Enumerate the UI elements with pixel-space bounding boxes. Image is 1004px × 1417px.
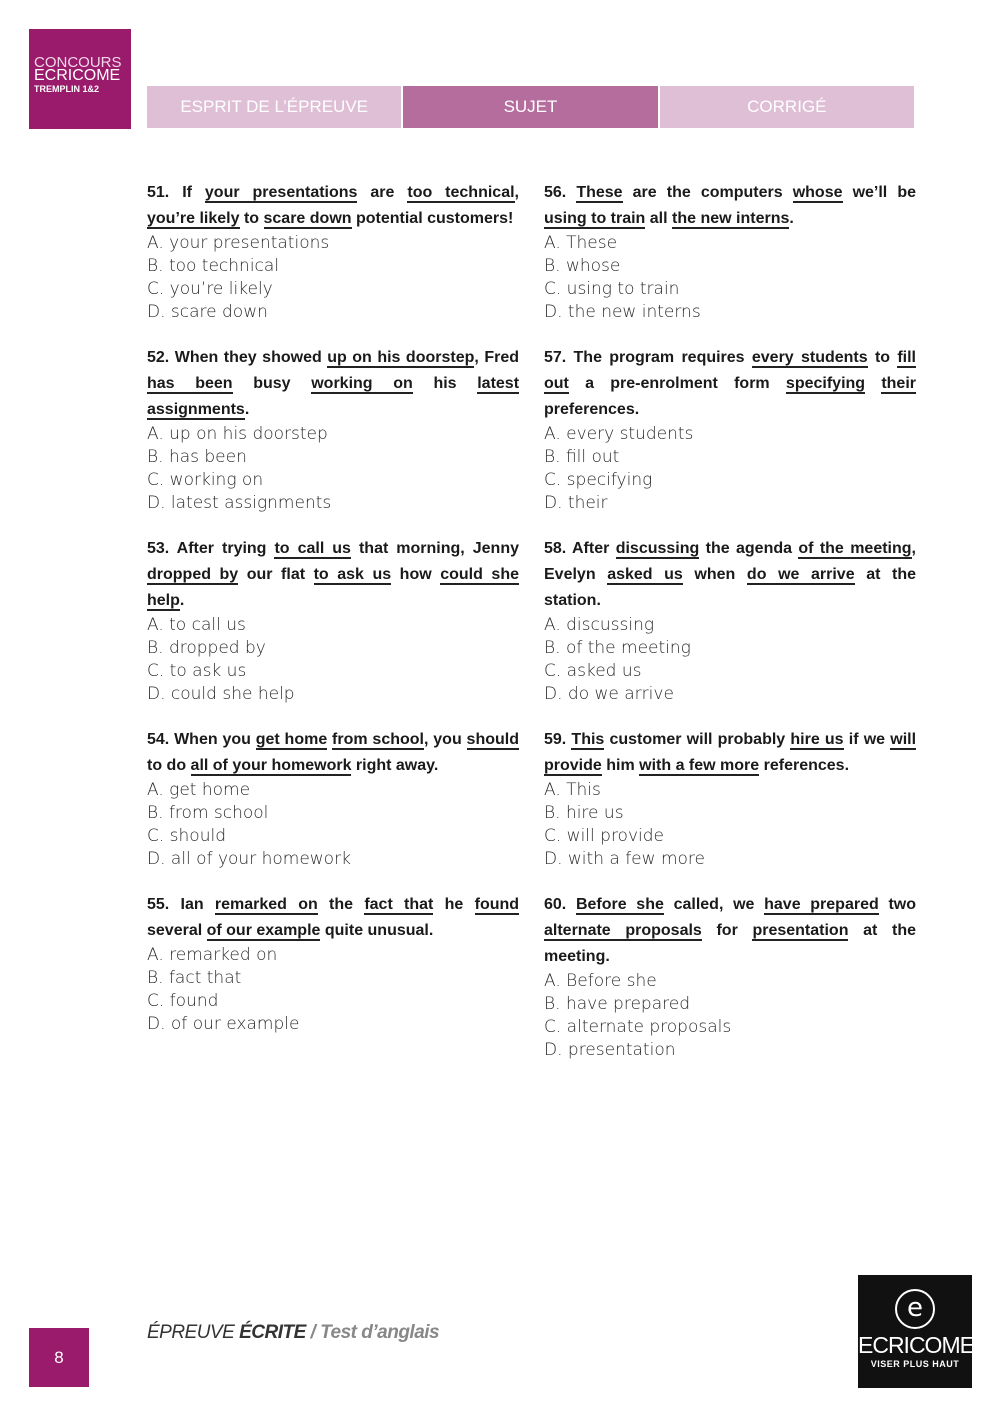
brand-line-ecricome: ECRICOME [34,67,121,84]
stem-segment: 57. The program requires [544,349,752,366]
footer-title [147,1322,439,1344]
stem-segment: how [391,566,441,583]
page-number: 8 [29,1328,89,1387]
footer-part2: ÉCRITE [239,1322,306,1343]
underlined-segment: your presentations [204,184,358,201]
question-block [147,727,519,871]
stem-segment: , Fred [474,349,520,366]
stem-segment: customer will probably [604,731,791,748]
stem-segment: . [789,210,794,227]
answer-option[interactable]: A. This [544,780,601,800]
answer-options [544,970,916,1062]
stem-segment: to [867,349,898,366]
stem-segment: at the meeting. [544,922,916,965]
answer-options [147,944,519,1036]
question-block [147,180,519,324]
underlined-segment: dropped by [147,566,239,583]
stem-segment: he [433,896,475,913]
stem-segment: the agenda [699,540,799,557]
underlined-segment: specifying [785,375,866,392]
stem-segment: 56. [544,184,577,201]
answer-option[interactable]: A. up on his doorstep [147,424,328,444]
stem-segment: 58. After [544,540,616,557]
question-stem [147,536,519,614]
footer-separator: / [305,1322,321,1343]
stem-segment: if we [843,731,891,748]
answer-option[interactable]: C. alternate proposals [544,1017,732,1037]
stem-segment: busy [232,375,312,392]
stem-segment: 54. When you [147,731,256,748]
ecricome-logo [858,1275,972,1388]
question-stem [544,180,916,232]
question-stem [544,727,916,779]
question-stem [147,345,519,423]
stem-segment: that morning, Jenny [350,540,519,557]
footer-part3: Test d’anglais [320,1322,440,1343]
stem-segment: , [514,184,519,201]
answer-options [544,423,916,515]
questions-column-right [544,180,916,1083]
tab-corrige[interactable]: CORRIGÉ [660,86,914,128]
answer-option[interactable]: A. your presentations [147,233,330,253]
answer-option[interactable]: A. Before she [544,971,657,991]
logo-name: ECRICOME [858,1332,974,1358]
underlined-segment: should [466,731,519,748]
answer-option[interactable]: C. to ask us [147,661,247,681]
tab-esprit[interactable]: ESPRIT DE L’ÉPREUVE [147,86,401,128]
brand-line-concours: CONCOURS [34,54,122,71]
underlined-segment: latest assignments [147,375,520,418]
stem-segment: to [239,210,264,227]
underlined-segment: to ask us [313,566,392,583]
underlined-segment: asked us [607,566,683,583]
underlined-segment: scare down [263,210,352,227]
answer-option[interactable]: B. from school [147,803,269,823]
question-block [544,180,916,324]
stem-segment: when [682,566,747,583]
underlined-segment: the new interns [672,210,790,227]
stem-segment: 53. After trying [147,540,275,557]
answer-option[interactable]: B. have prepared [544,994,690,1014]
underlined-segment: all of your homework [190,757,352,774]
stem-segment: , you [424,731,467,748]
stem-segment: potential customers! [351,210,514,227]
answer-option[interactable]: D. the new interns [544,302,701,322]
question-stem [147,727,519,779]
answer-option[interactable]: C. should [147,826,226,846]
questions-column-left [147,180,519,1057]
underlined-segment: hire us [790,731,844,748]
stem-segment: are the computers [622,184,793,201]
underlined-segment: working on [311,375,413,392]
stem-segment: quite unusual. [320,922,434,939]
answer-option[interactable]: B. fill out [544,447,620,467]
stem-segment: are [357,184,408,201]
stem-segment: , Evelyn [544,540,916,583]
underlined-segment: of the meeting [798,540,912,557]
underlined-segment: has been [147,375,233,392]
answer-option[interactable]: D. scare down [147,302,268,322]
answer-option[interactable]: A. These [544,233,618,253]
concours-brand-block [29,29,131,129]
underlined-segment: from school [332,731,424,748]
stem-segment: him [601,757,640,774]
underlined-segment: Before she [575,896,664,913]
underlined-segment: get home [255,731,328,748]
underlined-segment: of our example [206,922,321,939]
stem-segment: at the station. [544,566,917,609]
answer-option[interactable]: A. remarked on [147,945,278,965]
stem-segment: several [147,922,207,939]
question-block [544,892,916,1062]
underlined-segment: do we arrive [746,566,855,583]
answer-option[interactable]: A. discussing [544,615,655,635]
answer-option[interactable]: A. get home [147,780,251,800]
question-block [147,345,519,515]
question-stem [147,892,519,944]
stem-segment: 51. If [147,184,205,201]
question-stem [544,536,916,614]
underlined-segment: remarked on [214,896,318,913]
question-block [544,727,916,871]
answer-option[interactable]: C. will provide [544,826,664,846]
question-block [544,345,916,515]
answer-options [544,779,916,871]
stem-segment: references. [759,757,850,774]
section-tabs [147,86,914,128]
underlined-segment: too technical [407,184,515,201]
underlined-segment: you’re likely [147,210,240,227]
answer-option[interactable]: D. could she help [147,684,295,704]
question-stem [544,345,916,423]
stem-segment: . [244,401,250,418]
ecricome-e-icon: e [895,1289,935,1329]
brand-line-tremplin: TREMPLIN 1&2 [34,84,100,94]
underlined-segment: This [571,731,605,748]
answer-option[interactable]: A. to call us [147,615,246,635]
stem-segment: a pre-enrolment form [568,375,786,392]
answer-options [544,614,916,706]
stem-segment [865,375,881,392]
underlined-segment: fill out [544,349,916,392]
underlined-segment: up on his doorstep [327,349,475,366]
question-block [147,536,519,706]
underlined-segment: fact that [364,896,434,913]
answer-option[interactable]: B. has been [147,447,247,467]
stem-segment: 52. When they showed [147,349,328,366]
answer-option[interactable]: C. working on [147,470,264,490]
stem-segment: 55. Ian [147,896,215,913]
answer-option[interactable]: C. you’re likely [147,279,273,299]
underlined-segment: with a few more [639,757,760,774]
answer-options [544,232,916,324]
underlined-segment: using to train [544,210,646,227]
footer-part1: ÉPREUVE [147,1322,240,1343]
stem-segment: 59. [544,731,572,748]
underlined-segment: These [576,184,623,201]
answer-option[interactable]: D. latest assignments [147,493,332,513]
underlined-segment: whose [792,184,843,201]
answer-option[interactable]: C. found [147,991,219,1011]
answer-option[interactable]: B. dropped by [147,638,266,658]
underlined-segment: to call us [274,540,351,557]
stem-segment: his [412,375,478,392]
stem-segment: our flat [238,566,314,583]
question-block [544,536,916,706]
answer-option[interactable]: B. fact that [147,968,242,988]
answer-option[interactable]: A. every students [544,424,694,444]
question-stem [544,892,916,970]
stem-segment: all [645,210,673,227]
underlined-segment: will provide [544,731,917,774]
stem-segment: two [878,896,917,913]
answer-option[interactable]: D. all of your homework [147,849,351,869]
underlined-segment: alternate proposals [544,922,702,939]
stem-segment: . [179,592,185,609]
stem-segment: for [701,922,753,939]
underlined-segment: every students [751,349,868,366]
answer-option[interactable]: D. presentation [544,1040,676,1060]
stem-segment: the [317,896,365,913]
answer-option[interactable]: D. with a few more [544,849,705,869]
answer-option[interactable]: B. too technical [147,256,280,276]
stem-segment: to do [147,757,191,774]
underlined-segment: could she help [147,566,519,609]
stem-segment: 60. [544,896,576,913]
answer-options [147,232,519,324]
logo-tagline: VISER PLUS HAUT [870,1359,960,1369]
underlined-segment: presentation [752,922,849,939]
tab-sujet[interactable]: SUJET [403,86,657,128]
answer-option[interactable]: C. asked us [544,661,642,681]
answer-option[interactable]: C. specifying [544,470,653,490]
stem-segment: preferences. [544,401,640,418]
answer-option[interactable]: B. of the meeting [544,638,691,658]
question-block [147,892,519,1036]
stem-segment: we’ll be [842,184,917,201]
answer-options [147,779,519,871]
answer-options [147,423,519,515]
underlined-segment: found [474,896,520,913]
underlined-segment: their [881,375,916,392]
question-stem [147,180,519,232]
answer-option[interactable]: B. hire us [544,803,624,823]
answer-options [147,614,519,706]
underlined-segment: have prepared [764,896,879,913]
stem-segment: right away. [351,757,439,774]
answer-option[interactable]: D. of our example [147,1014,300,1034]
answer-option[interactable]: B. whose [544,256,621,276]
answer-option[interactable]: D. their [544,493,608,513]
answer-option[interactable]: C. using to train [544,279,680,299]
underlined-segment: discussing [615,540,700,557]
answer-option[interactable]: D. do we arrive [544,684,674,704]
stem-segment: called, we [663,896,765,913]
